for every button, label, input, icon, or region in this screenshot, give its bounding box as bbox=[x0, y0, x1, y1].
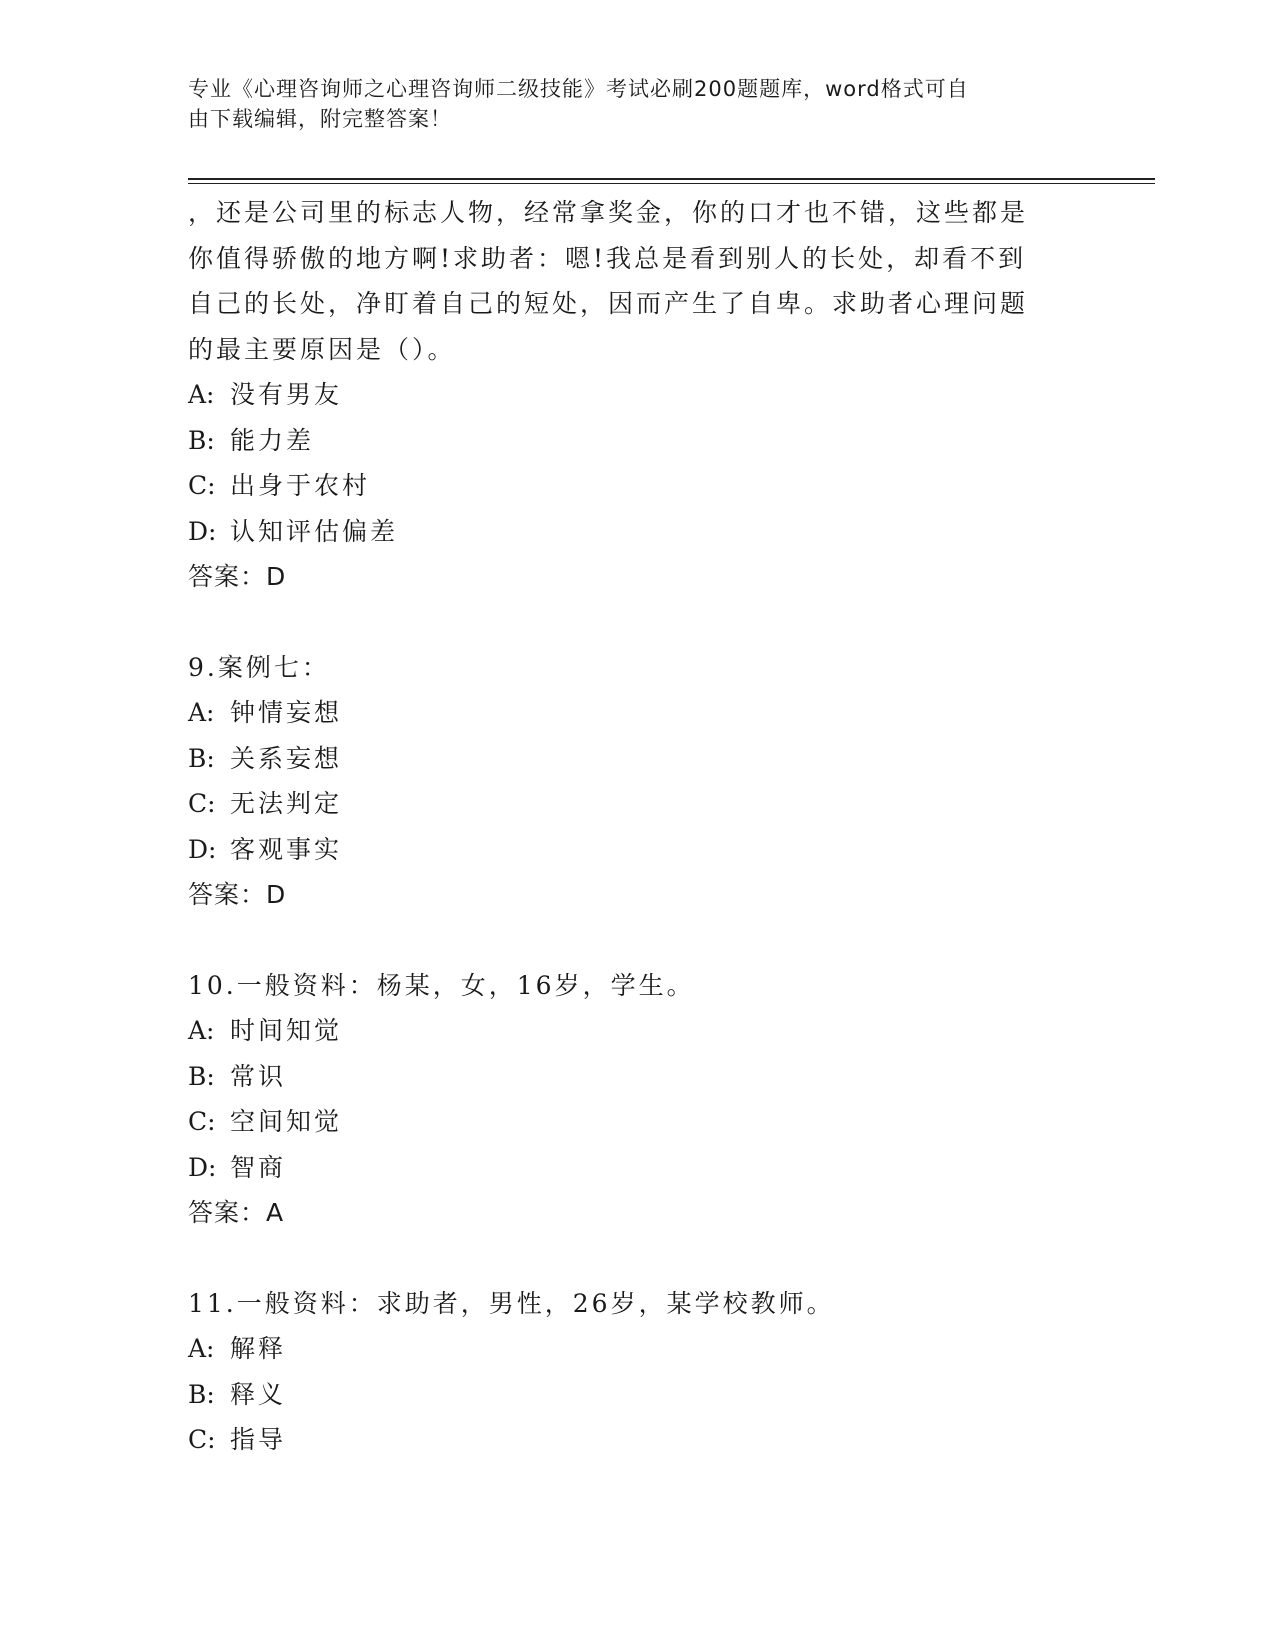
question-9 bbox=[188, 645, 1088, 918]
option-b bbox=[188, 1372, 1088, 1418]
option-text: 空间知觉 bbox=[230, 1107, 343, 1136]
answer-line: 答案：A bbox=[188, 1198, 285, 1227]
option-key: C: bbox=[188, 471, 216, 500]
option-key: B: bbox=[188, 1061, 215, 1091]
question-title: 11.一般资料：求助者，男性，26岁，某学校教师。 bbox=[188, 1288, 835, 1318]
option-key: B: bbox=[188, 743, 215, 773]
option-b bbox=[188, 736, 1088, 782]
question-11 bbox=[188, 1281, 1088, 1463]
question-list bbox=[188, 190, 1088, 1463]
option-key: D: bbox=[188, 1152, 217, 1182]
option-a bbox=[188, 1008, 1088, 1054]
option-text: 没有男友 bbox=[230, 380, 343, 409]
option-text: 时间知觉 bbox=[230, 1016, 343, 1045]
header-line-2: 由下载编辑，附完整答案！ bbox=[188, 107, 452, 131]
option-c bbox=[188, 463, 1088, 509]
header-rule-thin bbox=[188, 183, 1155, 184]
option-text: 钟情妄想 bbox=[230, 698, 343, 727]
option-d bbox=[188, 509, 1088, 555]
option-text: 无法判定 bbox=[230, 789, 343, 818]
option-c bbox=[188, 781, 1088, 827]
question-title: 10.一般资料：杨某，女，16岁，学生。 bbox=[188, 970, 695, 1000]
answer-line: 答案：D bbox=[188, 562, 287, 591]
option-text: 出身于农村 bbox=[230, 471, 371, 500]
question-10 bbox=[188, 963, 1088, 1236]
question-text-line: 你值得骄傲的地方啊!求助者：嗯!我总是看到别人的长处，却看不到 bbox=[188, 243, 1027, 273]
option-a bbox=[188, 690, 1088, 736]
option-a bbox=[188, 1326, 1088, 1372]
option-key: B: bbox=[188, 425, 215, 455]
option-text: 指导 bbox=[230, 1425, 287, 1454]
option-text: 客观事实 bbox=[230, 834, 343, 864]
option-key: C: bbox=[188, 789, 216, 818]
option-a bbox=[188, 372, 1088, 418]
option-c bbox=[188, 1417, 1088, 1463]
option-text: 能力差 bbox=[230, 425, 315, 455]
question-title: 9.案例七： bbox=[188, 652, 330, 682]
option-text: 解释 bbox=[230, 1334, 287, 1363]
question-8 bbox=[188, 190, 1088, 600]
option-d bbox=[188, 827, 1088, 873]
question-text-line: 的最主要原因是（）。 bbox=[188, 334, 456, 364]
option-key: A: bbox=[188, 1334, 215, 1363]
option-key: D: bbox=[188, 516, 217, 546]
question-text-line: 自己的长处，净盯着自己的短处，因而产生了自卑。求助者心理问题 bbox=[188, 289, 1029, 318]
spacer bbox=[188, 600, 1088, 645]
option-key: B: bbox=[188, 1379, 215, 1409]
option-c bbox=[188, 1099, 1088, 1145]
option-key: C: bbox=[188, 1107, 216, 1136]
header-line-1: 专业《心理咨询师之心理咨询师二级技能》考试必刷200题题库，word格式可自 bbox=[188, 77, 969, 101]
spacer bbox=[188, 1236, 1088, 1281]
answer-line: 答案：D bbox=[188, 880, 287, 909]
spacer bbox=[188, 918, 1088, 963]
option-text: 常识 bbox=[230, 1061, 287, 1091]
option-b bbox=[188, 1054, 1088, 1100]
option-key: A: bbox=[188, 698, 215, 727]
option-text: 智商 bbox=[230, 1152, 287, 1182]
option-text: 认知评估偏差 bbox=[230, 516, 399, 546]
option-text: 释义 bbox=[230, 1379, 287, 1409]
option-d bbox=[188, 1145, 1088, 1191]
option-key: C: bbox=[188, 1425, 216, 1454]
header-rule-thick bbox=[188, 178, 1155, 180]
option-text: 关系妄想 bbox=[230, 743, 343, 773]
option-b bbox=[188, 418, 1088, 464]
document-header bbox=[188, 74, 1068, 134]
question-text-line: ，还是公司里的标志人物，经常拿奖金，你的口才也不错，这些都是 bbox=[188, 198, 1029, 227]
option-key: D: bbox=[188, 834, 217, 864]
option-key: A: bbox=[188, 380, 215, 409]
option-key: A: bbox=[188, 1016, 215, 1045]
